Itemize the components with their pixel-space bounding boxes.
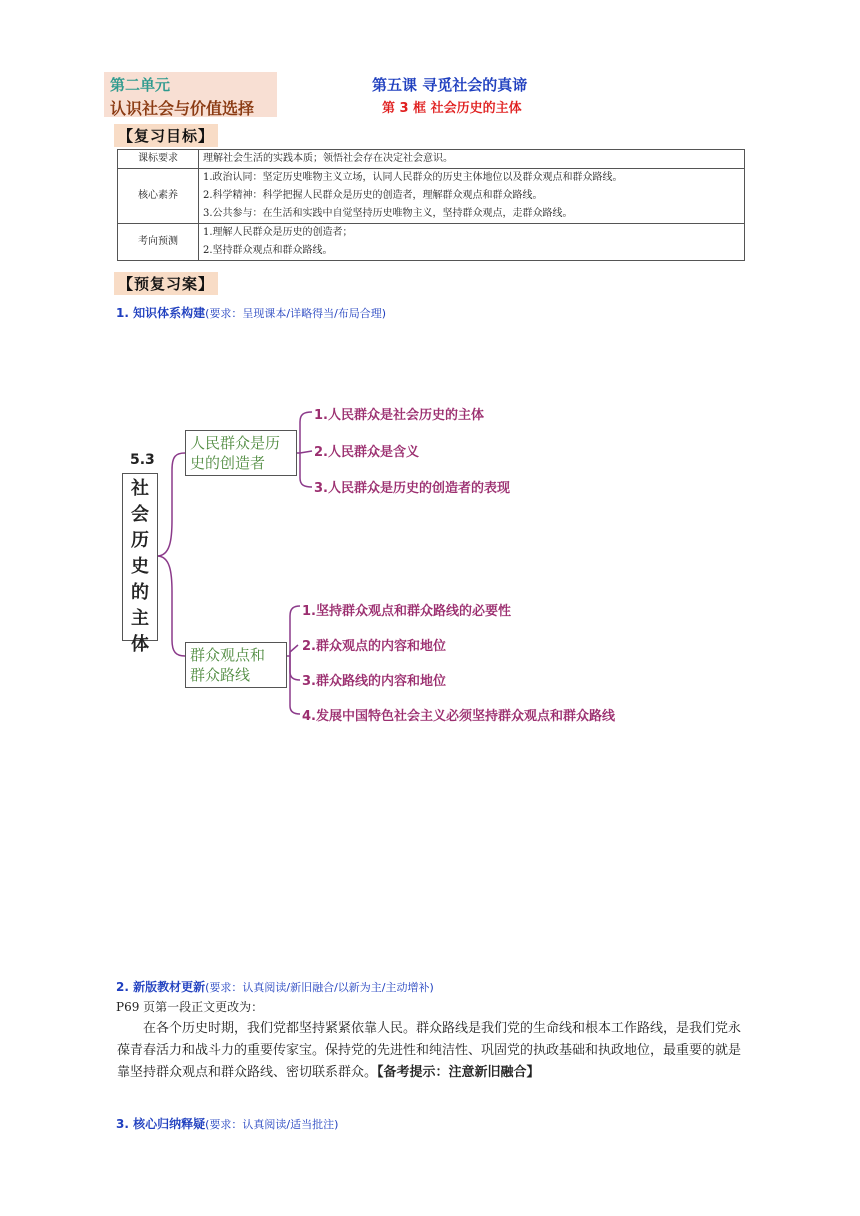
mindmap-leaf: 1.人民群众是社会历史的主体 xyxy=(314,408,484,423)
section-2-hint: 【备考提示：注意新旧融合】 xyxy=(377,1065,540,1080)
row-line: 1.理解人民群众是历史的创造者； xyxy=(203,227,353,238)
section-2-title: 2. 新版教材更新 xyxy=(116,980,206,994)
row-key: 核心素养 xyxy=(118,169,199,224)
mindmap-branch-people-creators xyxy=(185,430,297,476)
row-line: 理解社会生活的实践本质；领悟社会存在决定社会意识。 xyxy=(203,153,453,164)
mindmap-leaf: 2.人民群众是含义 xyxy=(314,445,419,460)
root-char: 历 xyxy=(131,530,149,551)
lesson-title: 第五课 寻觅社会的真谛 xyxy=(372,76,528,94)
root-char: 史 xyxy=(131,556,149,577)
section-3-note: (要求：认真阅读/适当批注) xyxy=(205,1118,339,1131)
branch-line: 群众路线 xyxy=(190,666,251,684)
branch-line: 史的创造者 xyxy=(190,454,266,472)
branch1-leaf1-connector xyxy=(300,412,312,453)
mindmap-leaf: 3.群众路线的内容和地位 xyxy=(302,674,446,689)
mindmap-branch-mass-line xyxy=(185,642,287,688)
branch2-leaf4-connector xyxy=(290,656,300,714)
section-2-note: (要求：认真阅读/新旧融合/以新为主/主动增补) xyxy=(205,981,434,994)
section-2-body: 在各个历史时期，我们党都坚持紧紧依靠人民。群众路线是我们党的生命线和根本工作路线，是我们党永葆青春活力和战斗力的重要传家宝。保持党的先进性和纯洁性、巩固党的执政基础和执政地位，最重要的就是靠坚持群众观点和群众路线、密切联系群众。 xyxy=(117,1021,742,1080)
row-key: 课标要求 xyxy=(118,150,199,169)
root-char: 主 xyxy=(131,608,149,629)
row-line: 3.公共参与：在生活和实践中自觉坚持历史唯物主义，坚持群众观点，走群众路线。 xyxy=(203,208,573,219)
branch2-leaf3-connector xyxy=(290,656,300,680)
row-line: 1.政治认同：坚定历史唯物主义立场，认同人民群众的历史主体地位以及群众观点和群众路线。 xyxy=(203,172,623,183)
mindmap-root-node xyxy=(122,473,158,655)
section-2-intro: P69 页第一段正文更改为： xyxy=(116,1000,264,1014)
root-char: 社 xyxy=(131,478,149,499)
section-3-title: 3. 核心归纳释疑 xyxy=(116,1117,206,1131)
root-branch1-connector xyxy=(157,453,185,556)
root-char: 会 xyxy=(131,504,149,525)
section-2-paragraph xyxy=(117,1018,747,1084)
row-line: 2.科学精神：科学把握人民群众是历史的创造者，理解群众观点和群众路线。 xyxy=(203,190,543,201)
root-char: 的 xyxy=(131,582,149,603)
mindmap-leaf: 4.发展中国特色社会主义必须坚持群众观点和群众路线 xyxy=(302,709,615,724)
frame-title: 第 3 框 社会历史的主体 xyxy=(382,101,522,116)
mindmap-leaf: 2.群众观点的内容和地位 xyxy=(302,639,446,654)
section-1-title: 1. 知识体系构建 xyxy=(116,306,206,320)
branch-line: 人民群众是历 xyxy=(190,434,281,452)
unit-title: 认识社会与价值选择 xyxy=(110,99,255,118)
preview-tag: 【预复习案】 xyxy=(114,272,218,295)
branch1-leaf2-connector xyxy=(300,451,312,453)
mindmap-root-number: 5.3 xyxy=(130,452,155,468)
unit-number: 第二单元 xyxy=(110,76,171,94)
mindmap-leaf: 3.人民群众是历史的创造者的表现 xyxy=(314,481,510,496)
branch1-leaf3-connector xyxy=(300,453,312,487)
review-goals-tag: 【复习目标】 xyxy=(114,124,218,147)
section-1-note: (要求：呈现课本/详略得当/布局合理) xyxy=(205,307,387,320)
branch-line: 群众观点和 xyxy=(190,646,266,664)
row-line: 2.坚持群众观点和群众路线。 xyxy=(203,245,333,256)
section-2-heading xyxy=(116,976,434,995)
branch2-leaf2-connector xyxy=(290,645,298,656)
section-3-heading xyxy=(116,1113,338,1132)
root-branch2-connector xyxy=(157,556,185,656)
row-key: 考向预测 xyxy=(118,224,199,261)
mindmap-leaf: 1.坚持群众观点和群众路线的必要性 xyxy=(302,604,511,619)
root-char: 体 xyxy=(131,634,149,655)
